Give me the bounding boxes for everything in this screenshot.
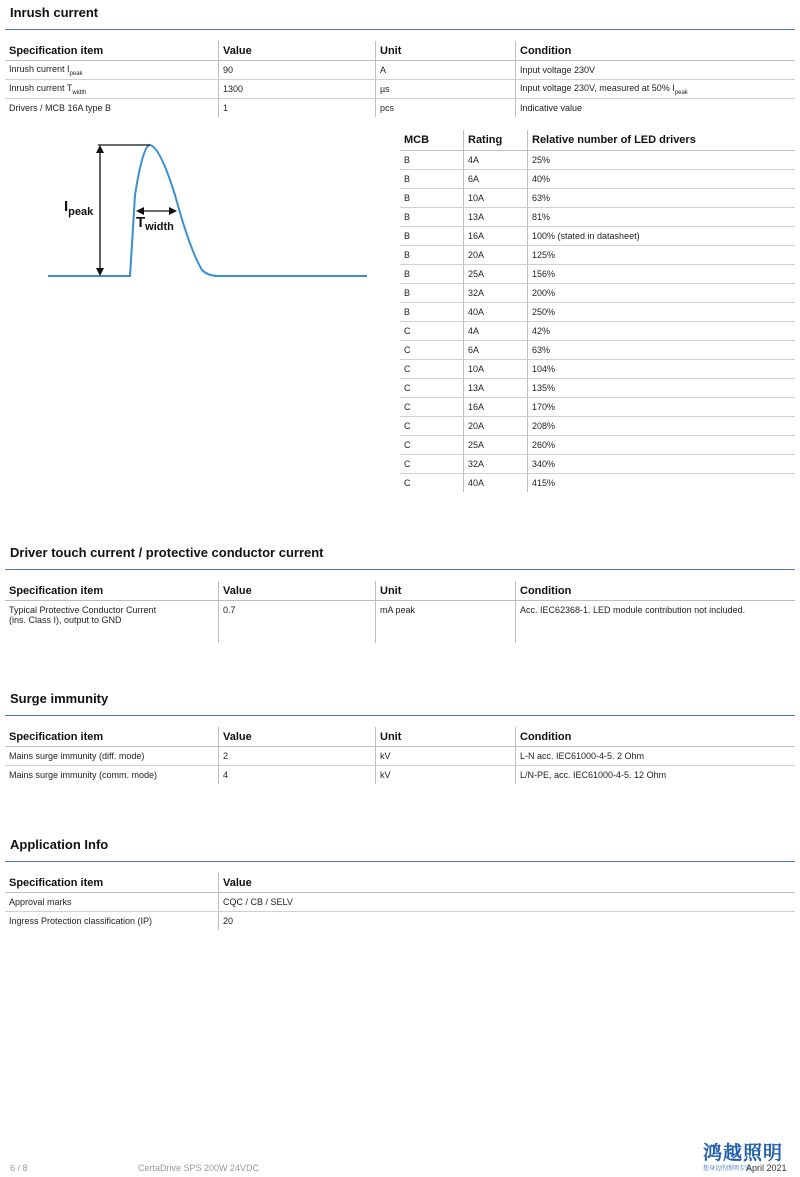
table-row: [5, 61, 795, 80]
cell-mcb-type: B: [400, 189, 464, 208]
twidth-label: $T_{width}$: [136, 214, 174, 233]
cell-rating: 10A: [464, 360, 528, 379]
table-row: [400, 398, 795, 417]
cell-rating: 25A: [464, 436, 528, 455]
ipeak-arrow-head-top: [96, 145, 104, 153]
cell-item: Inrush current $I_{peak}$: [5, 61, 219, 80]
cell-mcb-type: C: [400, 360, 464, 379]
cell-value: 1: [219, 99, 376, 118]
cell-unit: A: [376, 61, 516, 80]
header-condition: Condition: [516, 41, 796, 61]
header-item: Specification item: [5, 581, 219, 601]
cell-mcb-type: C: [404, 478, 411, 488]
section-divider: [5, 861, 795, 862]
cell-rating: 40A: [464, 474, 528, 493]
table-row: [5, 912, 795, 931]
table-row: [5, 601, 795, 644]
cell-relative-number: 25%: [528, 151, 796, 170]
cell-mcb-type: B: [400, 151, 464, 170]
cell-condition: Acc. IEC62368-1. LED module contribution not included.: [516, 601, 796, 644]
cell-unit: kV: [376, 747, 516, 766]
section-divider: [5, 29, 795, 30]
cell-rating: 6A: [464, 341, 528, 360]
cell-rating: 16A: [464, 398, 528, 417]
cell-relative-number: 63%: [528, 341, 796, 360]
cell-rating: 6A: [464, 170, 528, 189]
table-row: [400, 379, 795, 398]
section-divider: [5, 569, 795, 570]
table-row: [400, 436, 795, 455]
cell-mcb-type: B: [400, 208, 464, 227]
cell-mcb-type: C: [400, 398, 464, 417]
table-row: [400, 227, 795, 246]
cell-unit: pcs: [376, 99, 516, 118]
header-condition: Condition: [516, 727, 796, 747]
header-relative-number: Relative number of LED drivers: [528, 130, 796, 151]
header-rating: Rating: [464, 130, 528, 151]
header-condition: Condition: [516, 581, 796, 601]
cell-mcb-type: C: [400, 436, 464, 455]
cell-relative-number: 156%: [528, 265, 796, 284]
document-date: April 2021: [746, 1163, 787, 1173]
cell-rating: 25A: [464, 265, 528, 284]
table-row: [400, 455, 795, 474]
cell-value: 20: [219, 912, 796, 931]
cell-rating: 4A: [464, 322, 528, 341]
table-header-row: [5, 41, 795, 61]
table-row: [400, 303, 795, 322]
table-row: [400, 360, 795, 379]
mcb-table: [400, 130, 795, 492]
table-row: [400, 417, 795, 436]
cell-relative-number: 250%: [528, 303, 796, 322]
cell-item: Mains surge immunity (diff. mode): [5, 747, 219, 766]
cell-relative-number: 208%: [528, 417, 796, 436]
cell-relative-number: 100% (stated in datasheet): [528, 227, 796, 246]
header-item: Specification item: [5, 727, 219, 747]
cell-rating: 32A: [464, 455, 528, 474]
table-row: [400, 189, 795, 208]
waveform-line: [48, 145, 367, 276]
cell-value: 2: [219, 747, 376, 766]
table-header-row: [5, 873, 795, 893]
cell-item: Drivers / MCB 16A type B: [9, 103, 112, 113]
cell-rating: 20A: [464, 246, 528, 265]
table-row: [5, 747, 795, 766]
cell-rating: 13A: [464, 379, 528, 398]
header-value: Value: [219, 727, 376, 747]
cell-relative-number: 170%: [528, 398, 796, 417]
ipeak-arrow-head-bottom: [96, 268, 104, 276]
table-header-row: [5, 727, 795, 747]
cell-relative-number: 40%: [528, 170, 796, 189]
cell-mcb-type: B: [400, 303, 464, 322]
cell-condition: L/N-PE, acc. IEC61000-4-5. 12 Ohm: [516, 766, 796, 785]
header-value: Value: [219, 581, 376, 601]
header-unit: Unit: [376, 727, 516, 747]
cell-unit: µs: [376, 80, 516, 99]
page-number: 6 / 8: [10, 1163, 28, 1173]
cell-unit: mA peak: [376, 601, 516, 644]
table-row: [400, 341, 795, 360]
cell-rating: 4A: [464, 151, 528, 170]
mcb-table-body: [400, 151, 795, 493]
cell-mcb-type: B: [400, 227, 464, 246]
section-divider: [5, 715, 795, 716]
cell-relative-number: 63%: [528, 189, 796, 208]
header-item: Specification item: [5, 41, 219, 61]
cell-rating: 16A: [464, 227, 528, 246]
cell-item: Typical Protective Conductor Current (ins. Class I), output to GND: [9, 605, 157, 625]
cell-item: Ingress Protection classification (IP): [9, 916, 153, 926]
table-row: [5, 80, 795, 99]
header-mcb: MCB: [400, 130, 464, 151]
cell-mcb-type: B: [400, 265, 464, 284]
table-row: [400, 208, 795, 227]
header-unit: Unit: [376, 581, 516, 601]
table-row: [400, 246, 795, 265]
cell-mcb-type: B: [400, 170, 464, 189]
section-title-touch-current: Driver touch current / protective conductor current: [10, 545, 324, 560]
cell-relative-number: 104%: [528, 360, 796, 379]
logo-text: 鸿越照明: [703, 1143, 784, 1164]
application-info-table: [5, 873, 795, 930]
header-value: Value: [219, 873, 796, 893]
cell-rating: 20A: [464, 417, 528, 436]
table-row: [400, 322, 795, 341]
cell-mcb-type: C: [400, 455, 464, 474]
table-row: [400, 474, 795, 493]
cell-value: 1300: [219, 80, 376, 99]
cell-mcb-type: C: [400, 322, 464, 341]
header-unit: Unit: [376, 41, 516, 61]
product-name: CertaDrive SPS 200W 24VDC: [138, 1163, 260, 1173]
touch-current-table: [5, 581, 795, 643]
cell-condition: Indicative value: [516, 99, 796, 118]
table-row: [5, 766, 795, 785]
cell-relative-number: 340%: [528, 455, 796, 474]
cell-value: CQC / CB / SELV: [219, 893, 796, 912]
surge-immunity-table: [5, 727, 795, 784]
table-row: [400, 170, 795, 189]
section-title-inrush: Inrush current: [10, 5, 99, 20]
cell-relative-number: 200%: [528, 284, 796, 303]
table-header-row: [400, 130, 795, 151]
cell-value: 0.7: [219, 601, 376, 644]
table-row: [400, 265, 795, 284]
table-row: [400, 151, 795, 170]
cell-value: 4: [219, 766, 376, 785]
company-logo: [703, 1143, 795, 1176]
cell-rating: 40A: [464, 303, 528, 322]
cell-relative-number: 42%: [528, 322, 796, 341]
cell-relative-number: 415%: [528, 474, 796, 493]
header-value: Value: [219, 41, 376, 61]
cell-unit: kV: [376, 766, 516, 785]
table-row: [400, 284, 795, 303]
cell-mcb-type: C: [400, 417, 464, 436]
cell-rating: 13A: [464, 208, 528, 227]
cell-item: Inrush current $T_{width}$: [5, 80, 219, 99]
table-row: [5, 99, 795, 118]
header-item: Specification item: [5, 873, 219, 893]
section-title-surge-immunity: Surge immunity: [10, 691, 109, 706]
cell-relative-number: 81%: [528, 208, 796, 227]
table-row: [5, 893, 795, 912]
cell-mcb-type: B: [400, 284, 464, 303]
cell-value: 90: [219, 61, 376, 80]
cell-rating: 32A: [464, 284, 528, 303]
inrush-table: [5, 41, 795, 117]
twidth-arrow-head-right: [169, 207, 177, 215]
cell-mcb-type: B: [400, 246, 464, 265]
cell-item: Mains surge immunity (comm. mode): [9, 770, 158, 780]
ipeak-label: $I_{peak}$: [64, 198, 94, 218]
cell-relative-number: 260%: [528, 436, 796, 455]
cell-relative-number: 125%: [528, 246, 796, 265]
cell-rating: 10A: [464, 189, 528, 208]
section-title-application-info: Application Info: [10, 837, 109, 852]
cell-relative-number: 135%: [528, 379, 796, 398]
inrush-waveform-diagram: [40, 135, 375, 285]
cell-condition: Input voltage 230V, measured at 50% $I_{peak}$: [516, 80, 796, 99]
cell-condition: L-N acc. IEC61000-4-5. 2 Ohm: [516, 747, 796, 766]
cell-mcb-type: C: [400, 379, 464, 398]
table-header-row: [5, 581, 795, 601]
cell-condition: Input voltage 230V: [516, 61, 796, 80]
cell-item: Approval marks: [5, 893, 219, 912]
cell-mcb-type: C: [400, 341, 464, 360]
logo-tagline: 您身边的照明专家: [703, 1166, 752, 1172]
